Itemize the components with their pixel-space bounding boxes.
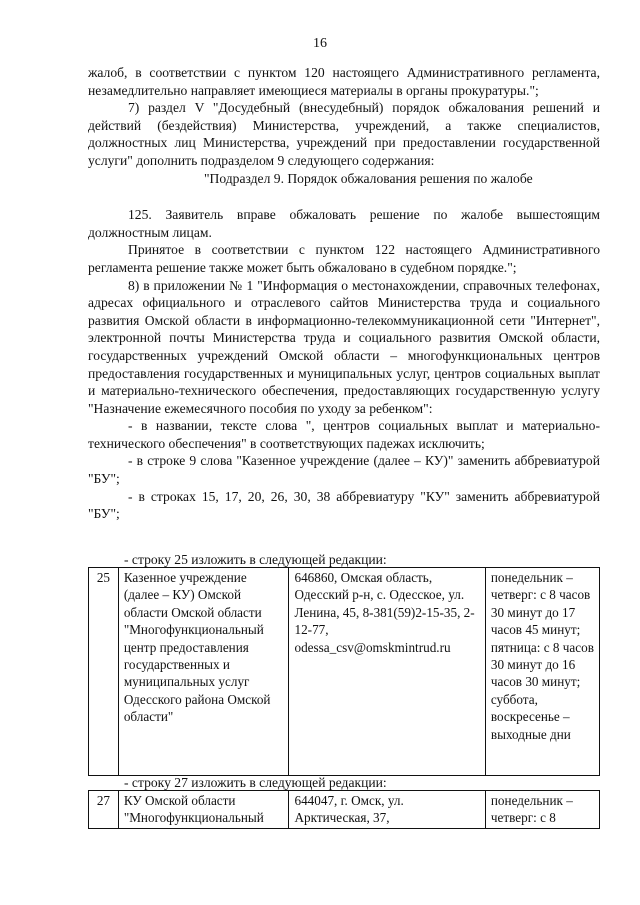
table-row-25 (88, 567, 600, 776)
paragraph-court-appeal: Принятое в соответствии с пунктом 122 настоящего Административного регламента решение также может быть обжаловано в судебном порядке."; (88, 242, 600, 275)
paragraph-appendix-1: 8) в приложении № 1 "Информация о местонахождении, справочных телефонах, адресах официального и отраслевого сайтов Министерства труда и социального развития Омской области в информационно-телекоммуникационной сети "Интернет", электронной почты Министерства труда и социального развития Омской области, государственных учреждений Омской области – многофункциональных центров предоставления государственных и муниципальных услуг, центров социальных выплат и материально-технического обеспечения, предоставляющих государственную услугу "Назначение ежемесячного пособия по уходу за ребенком": (88, 277, 600, 416)
table-row-27 (88, 790, 600, 829)
paragraph-125: 125. Заявитель вправе обжаловать решение по жалобе вышестоящим должностным лицам. (88, 207, 600, 240)
row-number: 25 (89, 568, 119, 776)
paragraph-title-change: - в названии, тексте слова ", центров социальных выплат и материально-технического обеспечения" в соответствующих падежах исключить; (88, 418, 600, 451)
paragraph-complaint-end: жалоб, в соответствии с пунктом 120 настоящего Административного регламента, незамедлительно направляет имеющиеся материалы в органы прокуратуры."; (88, 65, 600, 98)
institution-address: 646860, Омская область, Одесский р-н, с. Одесское, ул. Ленина, 45, 8-381(59)2-15-35, 2-12-77, odessa_csv@omskmintrud.ru (289, 568, 485, 776)
paragraph-section-v: 7) раздел V "Досудебный (внесудебный) порядок обжалования решений и действий (бездействия) Министерства, учреждений, а также специалистов, должностных лиц Министерства, учреждений при предоставлении государственной услуги" дополнить подразделом 9 следующего содержания: (88, 100, 600, 168)
page-number: 16 (313, 36, 327, 51)
paragraph-rows-list: - в строках 15, 17, 20, 26, 30, 38 аббревиатуру "КУ" заменить аббревиатурой "БУ"; (88, 488, 600, 522)
table-row (89, 568, 600, 776)
subsection-heading: "Подраздел 9. Порядок обжалования решения по жалобе (204, 170, 533, 186)
institution-name: Казенное учреждение (далее – КУ) Омской области Омской области "Многофункциональный центр предоставления государственных и муниципальных услуг Одесского района Омской области" (118, 568, 289, 776)
working-hours: понедельник – четверг: с 8 часов 30 минут до 17 часов 45 минут; пятница: с 8 часов 30 минут до 16 часов 30 минут; суббота, воскресенье – выходные дни (485, 568, 599, 776)
table-row (89, 791, 600, 829)
institution-name: КУ Омской области "Многофункциональный (118, 791, 289, 829)
paragraph-row-9: - в строке 9 слова "Казенное учреждение (далее – КУ)" заменить аббревиатурой "БУ"; (88, 453, 600, 487)
caption-row-27: - строку 27 изложить в следующей редакции: (124, 775, 387, 790)
body-text (88, 64, 600, 523)
row-number: 27 (89, 791, 119, 829)
working-hours: понедельник – четверг: с 8 (485, 791, 599, 829)
institution-address: 644047, г. Омск, ул. Арктическая, 37, (289, 791, 485, 829)
caption-row-25: - строку 25 изложить в следующей редакции: (124, 552, 387, 567)
